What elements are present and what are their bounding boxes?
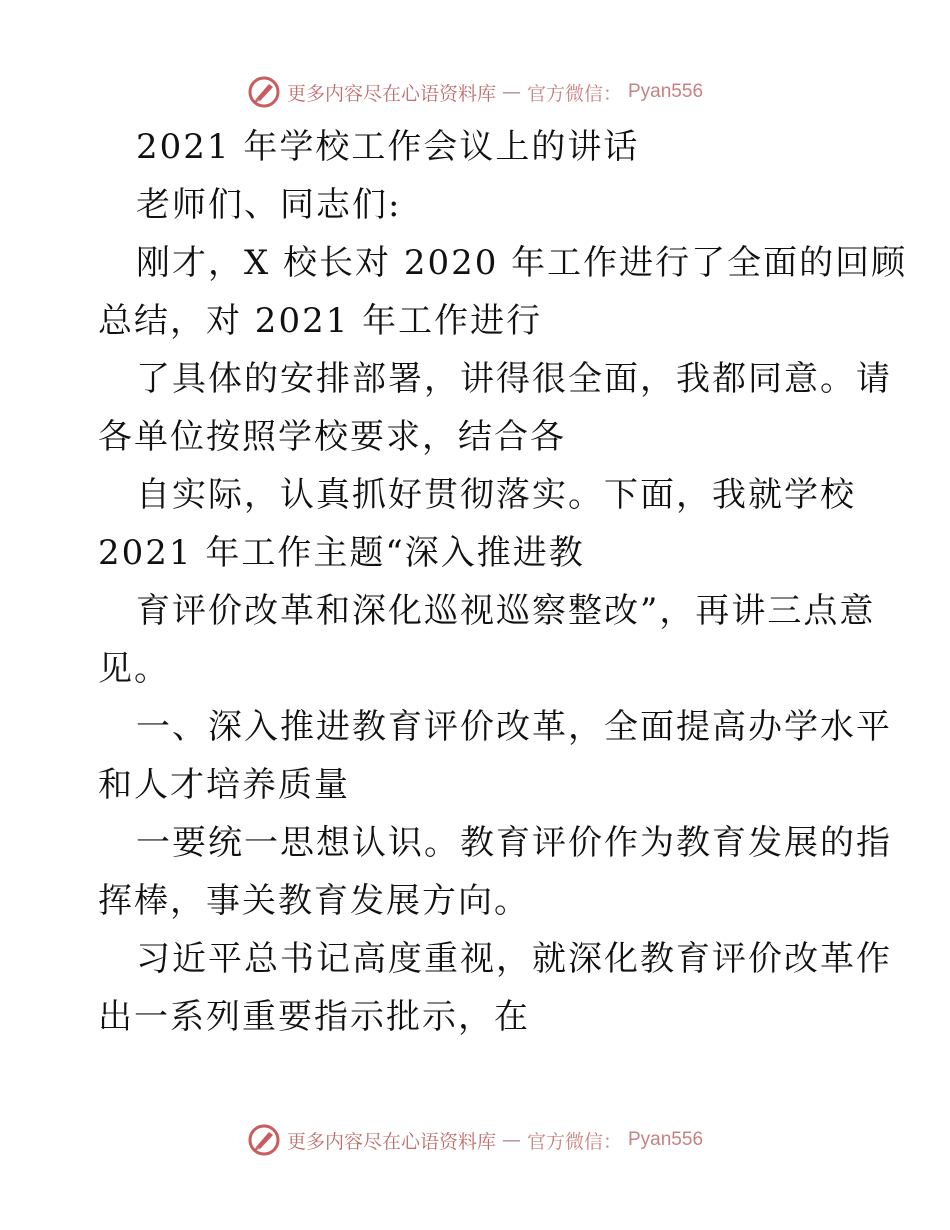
doc-line: 各单位按照学校要求，结合各 bbox=[98, 417, 566, 457]
banner-brand-text: 更多内容尽在心语资料库 bbox=[286, 1130, 496, 1153]
banner-account: Pyan556 bbox=[628, 81, 704, 102]
doc-line: 2021 年工作主题“深入推进教 bbox=[98, 533, 585, 573]
doc-line: 总结，对 2021 年工作进行 bbox=[98, 301, 543, 341]
section-heading: 一、深入推进教育评价改革，全面提高办学水平 bbox=[136, 707, 892, 747]
section-heading-cont: 和人才培养质量 bbox=[98, 765, 350, 805]
header-banner bbox=[0, 72, 950, 112]
banner-brand-text: 更多内容尽在心语资料库 bbox=[286, 82, 496, 105]
banner-account: Pyan556 bbox=[628, 1129, 704, 1150]
doc-line: 老师们、同志们: bbox=[136, 185, 402, 225]
banner-dash: — bbox=[501, 1129, 521, 1151]
brand-logo-icon bbox=[247, 75, 281, 109]
doc-line: 出一系列重要指示批示，在 bbox=[98, 997, 530, 1037]
banner-dash: — bbox=[501, 81, 521, 103]
doc-title: 2021 年学校工作会议上的讲话 bbox=[136, 127, 640, 167]
banner-wechat-label: 官方微信： bbox=[526, 1130, 622, 1153]
document-body bbox=[98, 118, 908, 1046]
doc-line: 挥棒，事关教育发展方向。 bbox=[98, 881, 530, 921]
footer-banner bbox=[0, 1120, 950, 1160]
doc-line: 刚才，X 校长对 2020 年工作进行了全面的回顾 bbox=[136, 243, 908, 283]
doc-line: 见。 bbox=[98, 649, 170, 689]
doc-line: 习近平总书记高度重视，就深化教育评价改革作 bbox=[136, 939, 892, 979]
banner-wechat-label: 官方微信： bbox=[526, 82, 622, 105]
doc-line: 一要统一思想认识。教育评价作为教育发展的指 bbox=[136, 823, 892, 863]
doc-line: 自实际，认真抓好贯彻落实。下面，我就学校 bbox=[136, 475, 856, 515]
brand-logo-icon bbox=[247, 1123, 281, 1157]
doc-line: 了具体的安排部署，讲得很全面，我都同意。请 bbox=[136, 359, 892, 399]
doc-line: 育评价改革和深化巡视巡察整改”，再讲三点意 bbox=[136, 591, 876, 631]
